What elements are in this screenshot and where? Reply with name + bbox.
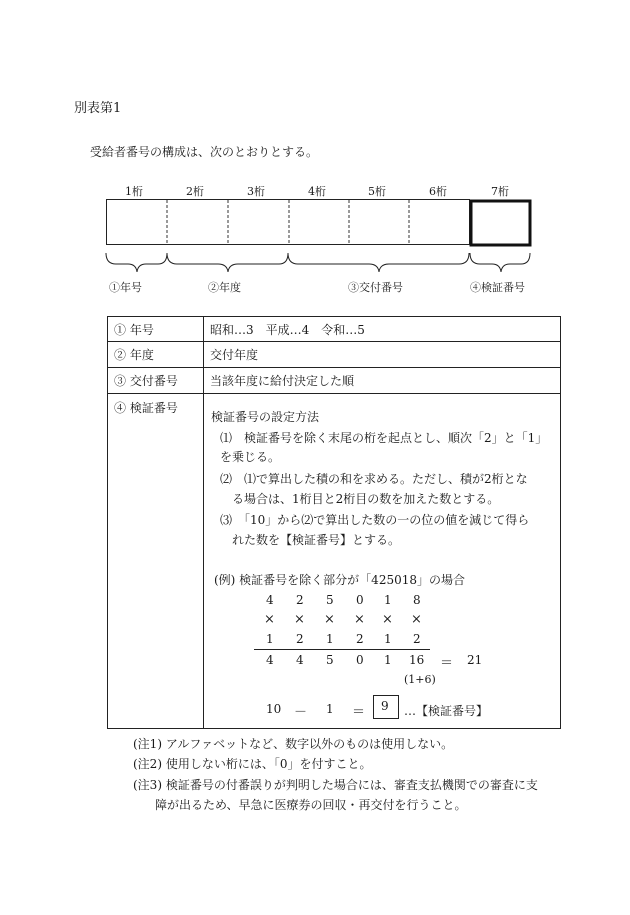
note-1: (注1) アルファベットなど、数字以外のものは使用しない。 [133, 737, 454, 751]
row-value: 当該年度に給付決定した順 [204, 368, 561, 394]
times-icon: × [264, 612, 275, 627]
calc-weight: 2 [413, 632, 421, 646]
digit-label-5: 5桁 [368, 185, 386, 198]
calc-weight: 1 [266, 632, 274, 646]
table-row [108, 317, 561, 342]
method-step-3-cont: れた数を【検証番号】とする。 [232, 533, 401, 547]
method-step-2-cont: る場合は、1桁目と2桁目の数を加えた数とする。 [232, 492, 500, 506]
times-icon: × [324, 612, 335, 627]
calc-divider [254, 649, 430, 650]
check-digit-result: 9 [381, 699, 389, 713]
group-label-issue-number: ③交付番号 [348, 281, 403, 294]
method-step-1-cont: を乗じる。 [220, 450, 281, 464]
equals-sign: ＝ [352, 705, 366, 720]
calc-product: 0 [356, 653, 364, 667]
digit-label-3: 3桁 [247, 185, 265, 198]
note-3: (注3) 検証番号の付番誤りが判明した場合には、審査支払機関での審査に支 [133, 778, 538, 792]
digit-label-4: 4桁 [308, 185, 326, 198]
calc-ten: 10 [266, 702, 282, 716]
table-row [108, 342, 561, 368]
page-title: 別表第1 [74, 101, 122, 116]
calc-product: 5 [326, 653, 334, 667]
calc-weight: 2 [356, 632, 364, 646]
intro-text: 受給者番号の構成は、次のとおりとする。 [90, 145, 319, 159]
calc-weight: 2 [296, 632, 304, 646]
calc-weight: 1 [384, 632, 392, 646]
calc-product: 16 [409, 653, 425, 667]
calc-digit: 2 [296, 593, 304, 607]
note-2: (注2) 使用しない桁には、「0」を付すこと。 [133, 757, 372, 771]
digit-label-7: 7桁 [491, 185, 509, 198]
method-title: 検証番号の設定方法 [211, 410, 320, 424]
digit-label-2: 2桁 [186, 185, 204, 198]
note-3-cont: 障が出るため、早急に医療券の回収・再交付を行うこと。 [155, 798, 467, 812]
equals-sign: ＝ [440, 656, 454, 671]
row-label: ③ 交付番号 [108, 368, 204, 394]
method-step-1: ⑴ 検証番号を除く末尾の桁を起点とし、順次「2」と「1」 [220, 431, 548, 445]
group-label-check-digit: ④検証番号 [470, 281, 525, 294]
row-label: ② 年度 [108, 342, 204, 368]
check-digit-label: …【検証番号】 [404, 704, 489, 718]
calc-sum-note: (1+6) [404, 673, 436, 686]
calc-digit: 5 [326, 593, 334, 607]
calc-sum: 21 [467, 653, 483, 667]
digit-structure-diagram [0, 0, 630, 310]
times-icon: × [294, 612, 305, 627]
calc-weight: 1 [326, 632, 334, 646]
digit-label-6: 6桁 [429, 185, 447, 198]
calc-product: 1 [384, 653, 392, 667]
row-value: 昭和…3 平成…4 令和…5 [204, 317, 561, 342]
group-label-year: ②年度 [208, 281, 241, 294]
times-icon: × [354, 612, 365, 627]
method-step-2: ⑵ ⑴で算出した積の和を求める。ただし、積が2桁とな [220, 472, 528, 486]
calc-digit: 4 [266, 593, 274, 607]
row-label: ④ 検証番号 [108, 394, 204, 729]
method-step-3: ⑶ 「10」から⑵で算出した数の一の位の値を減じて得ら [220, 513, 530, 527]
calc-product: 4 [266, 653, 274, 667]
digit-label-1: 1桁 [125, 185, 143, 198]
table-row [108, 368, 561, 394]
row-label: ① 年号 [108, 317, 204, 342]
calc-digit: 8 [413, 593, 421, 607]
row-value: 交付年度 [204, 342, 561, 368]
example-title: (例) 検証番号を除く部分が「425018」の場合 [214, 573, 465, 587]
group-label-year-era: ①年号 [109, 281, 142, 294]
calc-digit: 1 [384, 593, 392, 607]
calc-digit: 0 [356, 593, 364, 607]
calc-ones-digit: 1 [326, 702, 334, 716]
minus-sign: － [294, 705, 308, 720]
times-icon: × [382, 612, 393, 627]
calc-product: 4 [296, 653, 304, 667]
times-icon: × [411, 612, 422, 627]
